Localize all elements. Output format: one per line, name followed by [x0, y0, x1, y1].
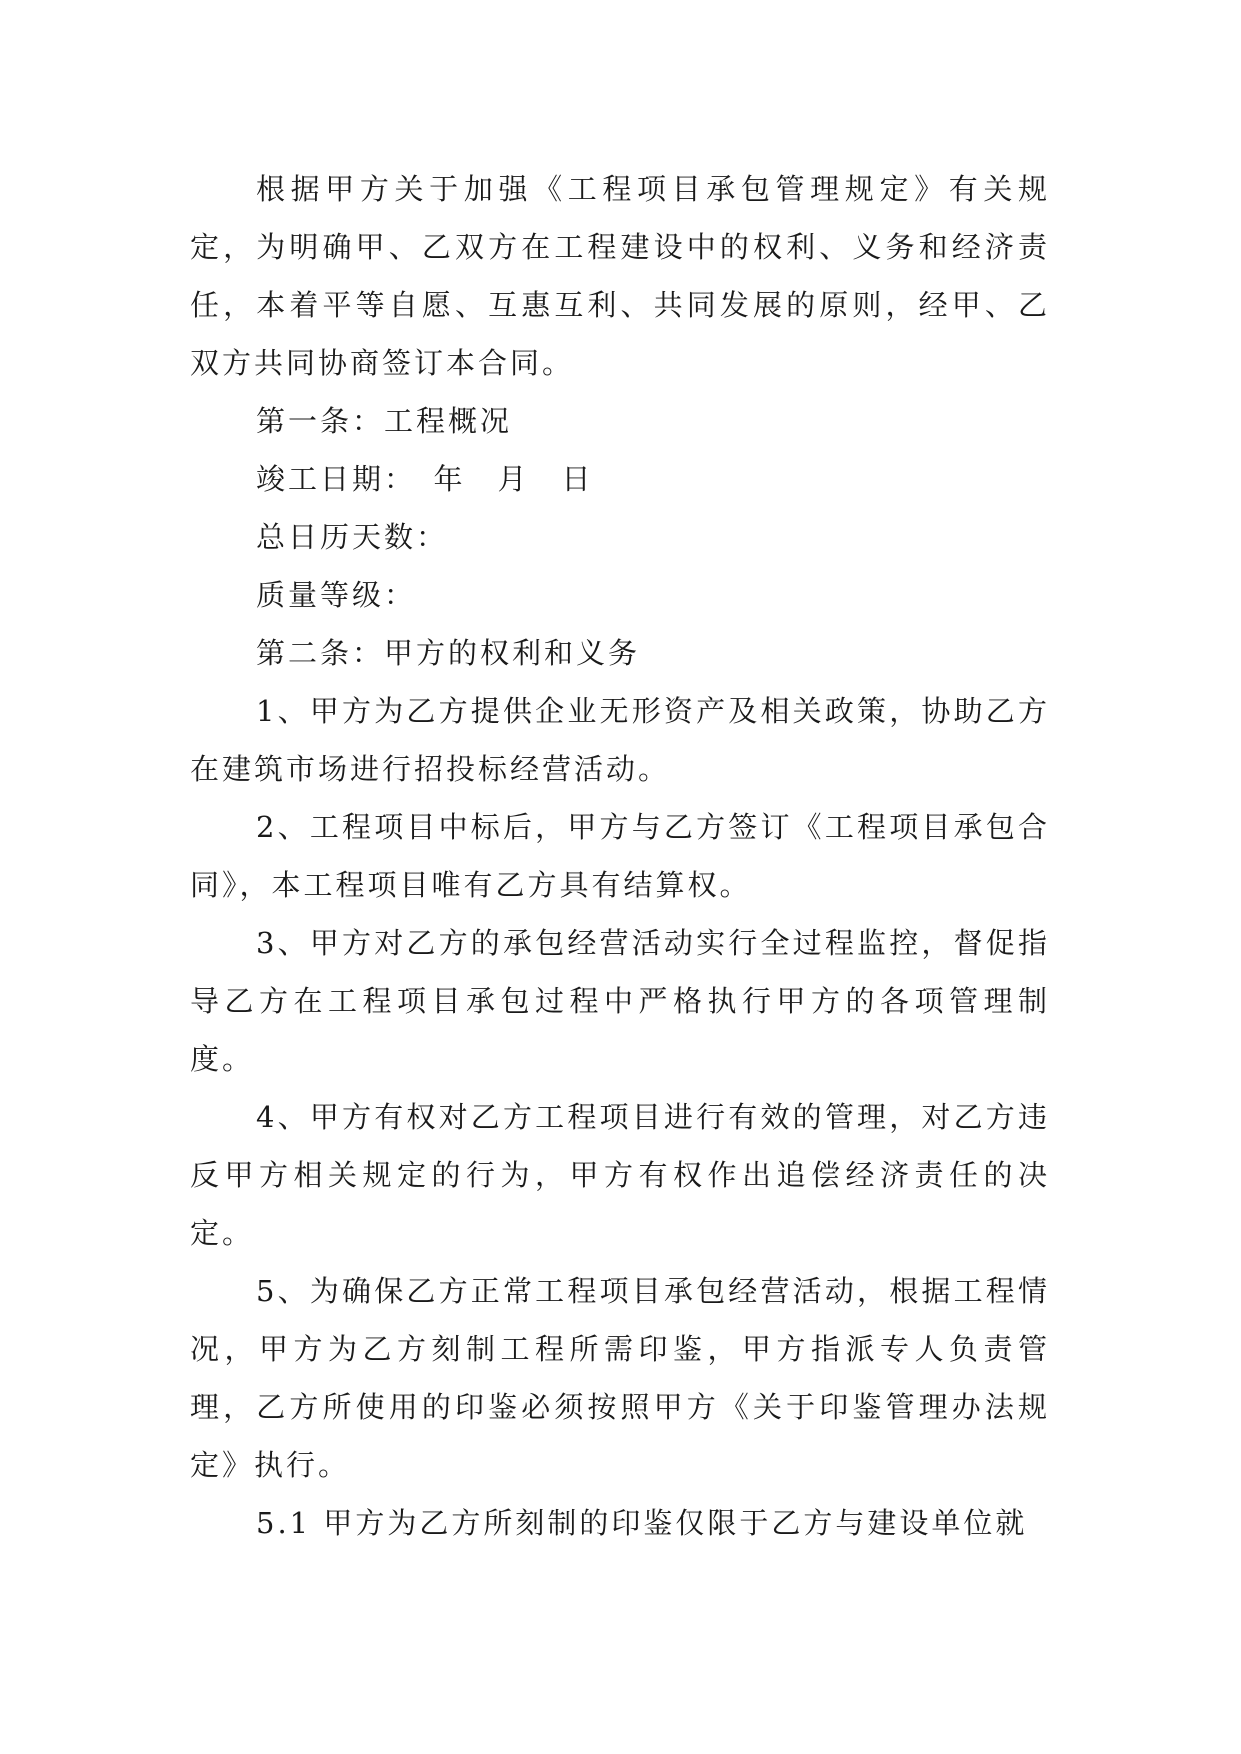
- intro-paragraph: 根据甲方关于加强《工程项目承包管理规定》有关规定，为明确甲、乙双方在工程建设中的权利、义务和经济责任，本着平等自愿、互惠互利、共同发展的原则，经甲、乙双方共同协商签订本合同。: [190, 172, 1050, 380]
- article-1-heading: 第一条：工程概况: [256, 404, 513, 438]
- total-calendar-days-field: 总日历天数：: [256, 520, 449, 554]
- clause-5: 5、为确保乙方正常工程项目承包经营活动，根据工程情况，甲方为乙方刻制工程所需印鉴，甲方指派专人负责管理，乙方所使用的印鉴必须按照甲方《关于印鉴管理办法规定》执行。: [190, 1274, 1050, 1482]
- clause-4: 4、甲方有权对乙方工程项目进行有效的管理，对乙方违反甲方相关规定的行为，甲方有权作出追偿经济责任的决定。: [190, 1100, 1050, 1250]
- article-2-heading: 第二条：甲方的权利和义务: [256, 636, 641, 670]
- clause-3: 3、甲方对乙方的承包经营活动实行全过程监控，督促指导乙方在工程项目承包过程中严格执行甲方的各项管理制度。: [190, 926, 1050, 1076]
- completion-date-field: 竣工日期： 年 月 日: [256, 462, 594, 496]
- quality-grade-field: 质量等级：: [256, 578, 417, 612]
- clause-2: 2、工程项目中标后，甲方与乙方签订《工程项目承包合同》，本工程项目唯有乙方具有结算权。: [190, 810, 1050, 902]
- clause-5-1: 5.1 甲方为乙方所刻制的印鉴仅限于乙方与建设单位就: [256, 1506, 1028, 1540]
- document-body: [190, 160, 1050, 1552]
- clause-1: 1、甲方为乙方提供企业无形资产及相关政策，协助乙方在建筑市场进行招投标经营活动。: [190, 694, 1050, 786]
